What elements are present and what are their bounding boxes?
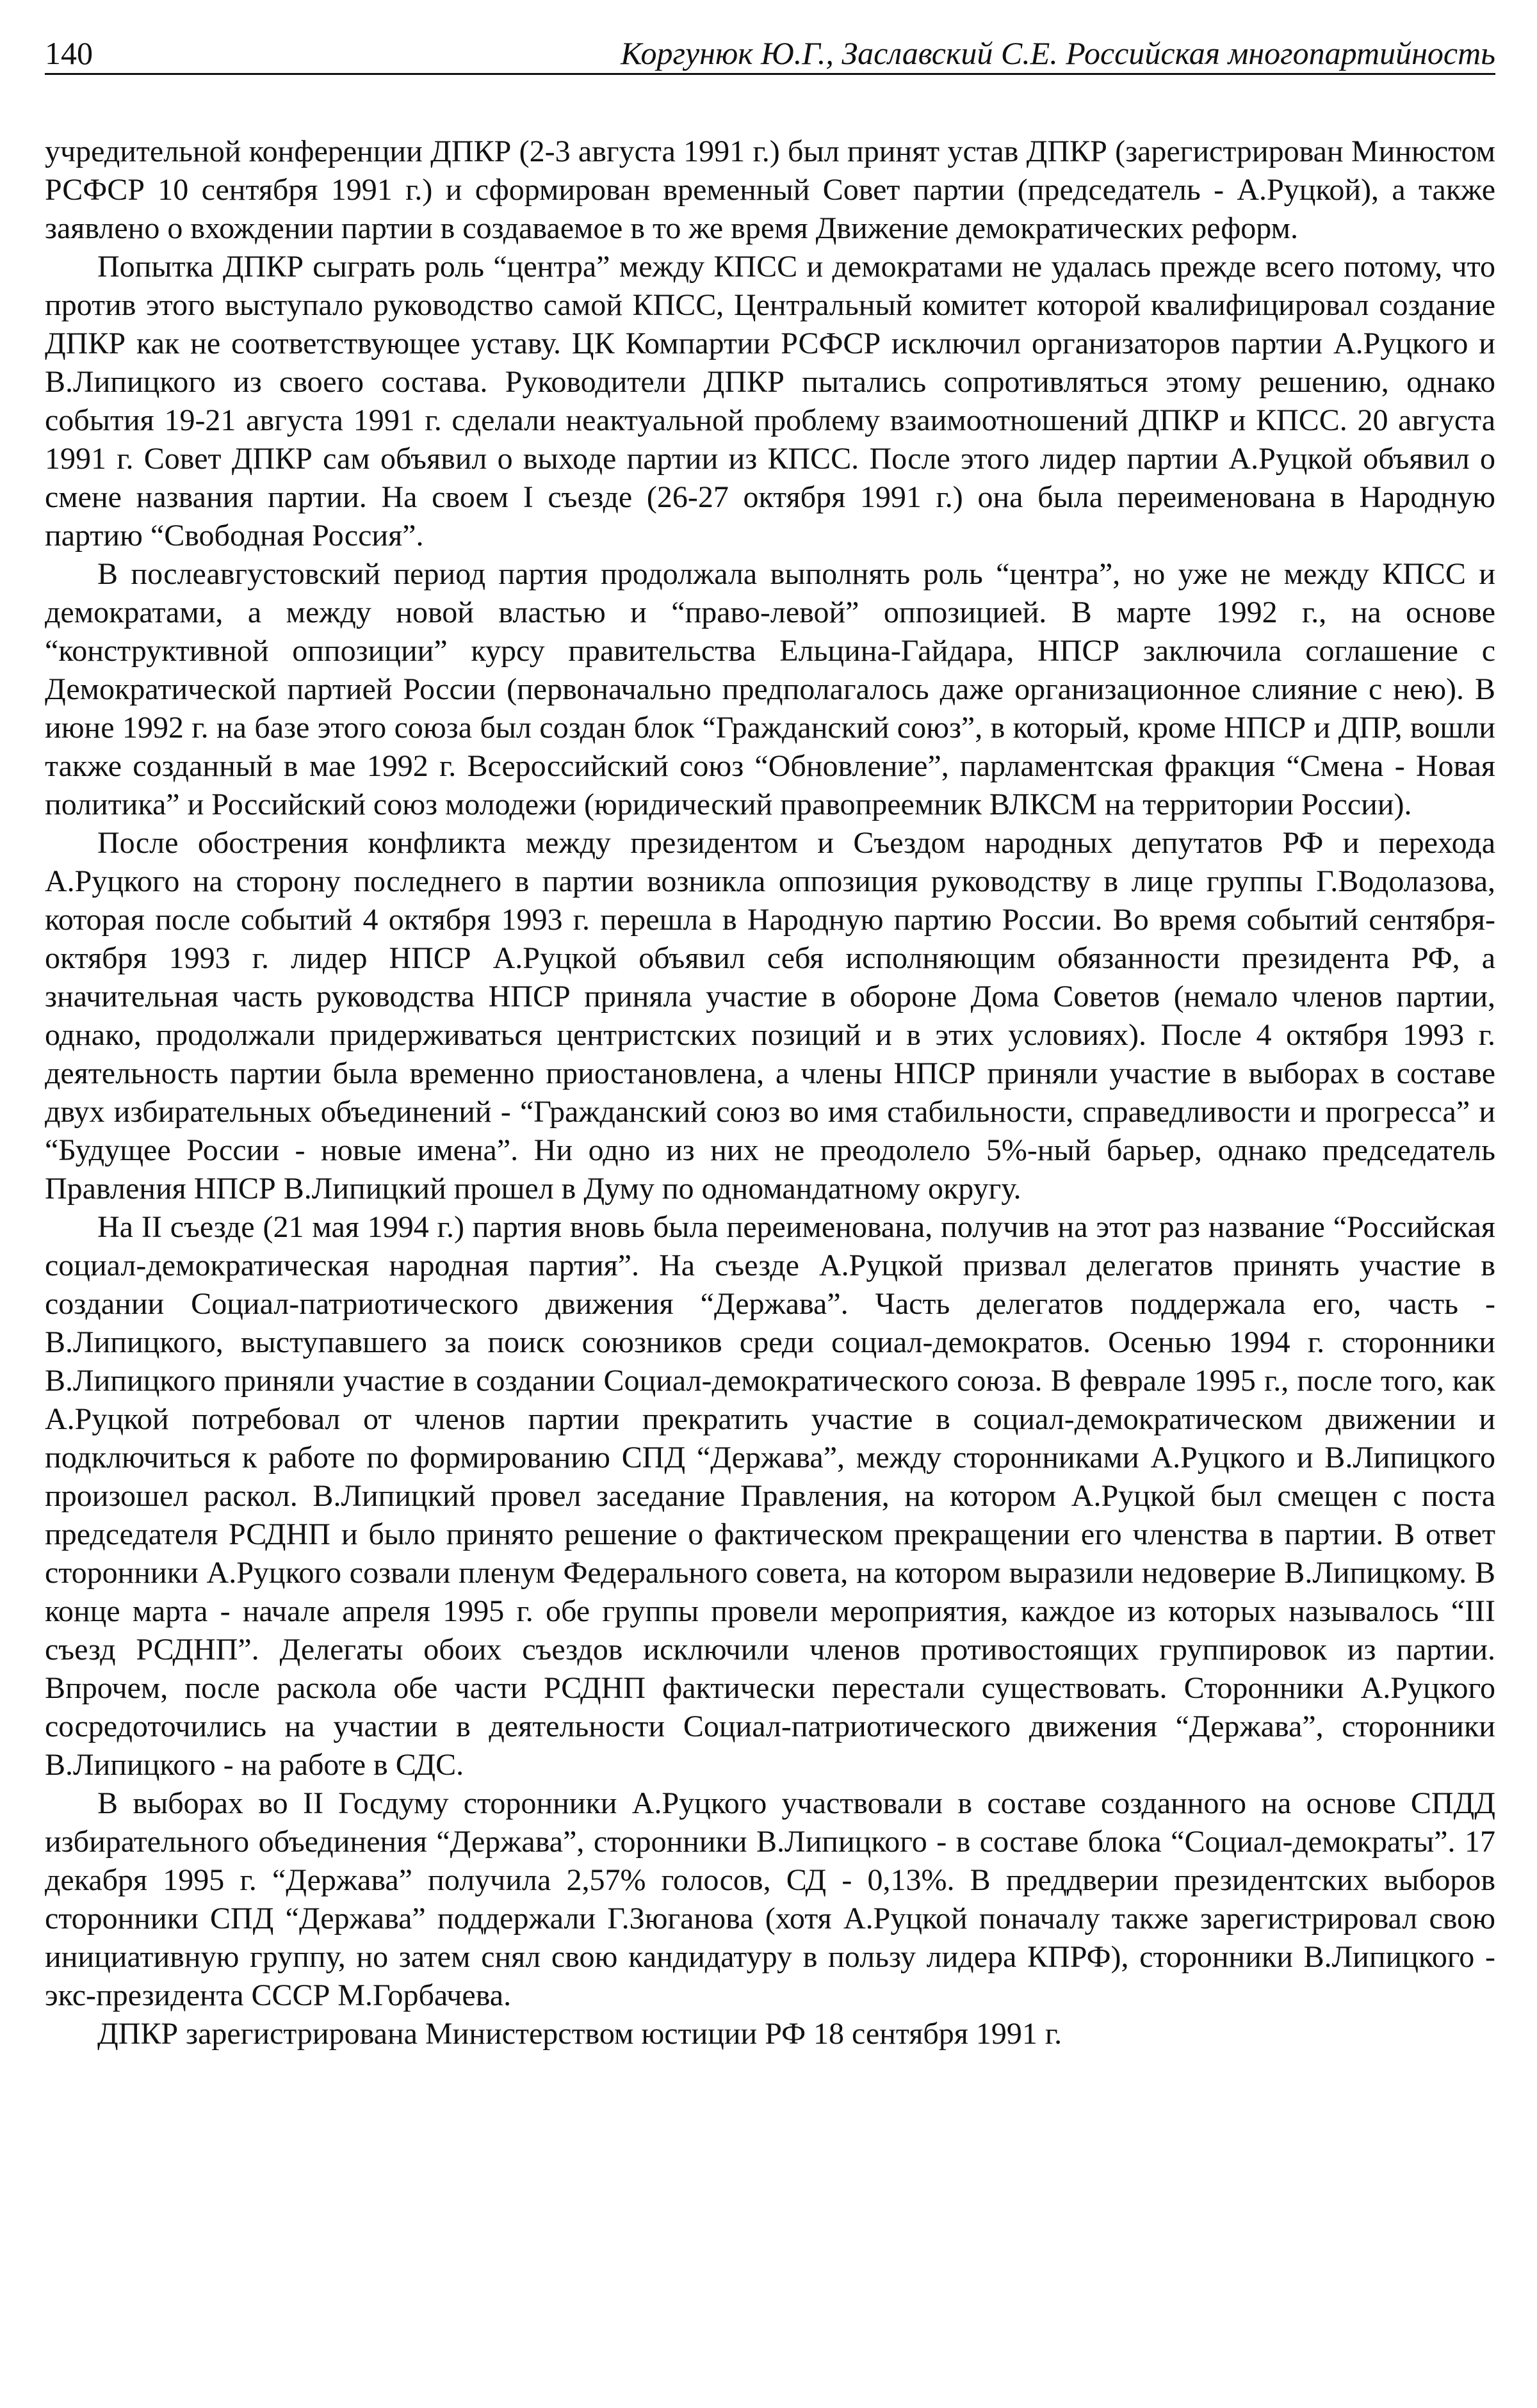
page-number: 140 xyxy=(45,35,93,71)
paragraph: В послеавгустовский период партия продолжала выполнять роль “центра”, но уже не между КПСС и демократами, а между новой властью и “право-левой” оппозицией. В марте 1992 г., на основе “конструктивной оппозиции” курсу правительства Ельцина-Гайдара, НПСР заключила соглашение с Демократической партией России (первоначально предполагалось даже организационное слияние с нею). В июне 1992 г. на базе этого союза был создан блок “Гражданский союз”, в который, кроме НПСР и ДПР, вошли также созданный в мае 1992 г. Всероссийский союз “Обновление”, парламентская фракция “Смена - Новая политика” и Российский союз молодежи (юридический правопреемник ВЛКСМ на территории России). xyxy=(45,557,1495,821)
paragraph-registration: ДПКР зарегистрирована Министерством юстиции РФ 18 сентября 1991 г. xyxy=(97,2017,1062,2051)
paragraph: На II съезде (21 мая 1994 г.) партия вновь была переименована, получив на этот раз название “Российская социал-демократическая народная партия”. На съезде А.Руцкой призвал делегатов принять участие в создании Социал-патриотического движения “Держава”. Часть делегатов поддержала его, часть - В.Липицкого, выступавшего за поиск союзников среди социал-демократов. Осенью 1994 г. сторонники В.Липицкого приняли участие в создании Социал-демократического союза. В феврале 1995 г., после того, как А.Руцкой потребовал от членов партии прекратить участие в социал-демократическом движении и подключиться к работе по формированию СПД “Держава”, между сторонниками А.Руцкого и В.Липицкого произошел раскол. В.Липицкий провел заседание Правления, на котором А.Руцкой был смещен с поста председателя РСДНП и было принято решение о фактическом прекращении его членства в партии. В ответ сторонники А.Руцкого созвали пленум Федерального совета, на котором выразили недоверие В.Липицкому. В конце марта - начале апреля 1995 г. обе группы провели мероприятия, каждое из которых называлось “III съезд РСДНП”. Делегаты обоих съездов исключили членов противостоящих группировок из партии. Впрочем, после раскола обе части РСДНП фактически перестали существовать. Сторонники А.Руцкого сосредоточились на участии в деятельности Социал-патриотического движения “Держава”, сторонники В.Липицкого - на работе в СДС. xyxy=(45,1210,1495,1782)
body-text xyxy=(45,133,1495,2053)
paragraph: Попытка ДПКР сыграть роль “центра” между КПСС и демократами не удалась прежде всего потому, что против этого выступало руководство самой КПСС, Центральный комитет которой квалифицировал создание ДПКР как не соответствующее уставу. ЦК Компартии РСФСР исключил организаторов партии А.Руцкого и В.Липицкого из своего состава. Руководители ДПКР пытались сопротивляться этому решению, однако события 19-21 августа 1991 г. сделали неактуальной проблему взаимоотношений ДПКР и КПСС. 20 августа 1991 г. Совет ДПКР сам объявил о выходе партии из КПСС. После этого лидер партии А.Руцкой объявил о смене названия партии. На своем I съезде (26-27 октября 1991 г.) она была переименована в Народную партию “Свободная Россия”. xyxy=(45,250,1495,553)
paragraph: После обострения конфликта между президентом и Съездом народных депутатов РФ и перехода А.Руцкого на сторону последнего в партии возникла оппозиция руководству в лице группы Г.Водолазова, которая после событий 4 октября 1993 г. перешла в Народную партию России. Во время событий сентября-октября 1993 г. лидер НПСР А.Руцкой объявил себя исполняющим обязанности президента РФ, а значительная часть руководства НПСР приняла участие в обороне Дома Советов (немало членов партии, однако, продолжали придерживаться центристских позиций и в этих условиях). После 4 октября 1993 г. деятельность партии была временно приостановлена, а члены НПСР приняли участие в выборах в составе двух избирательных объединений - “Гражданский союз во имя стабильности, справедливости и прогресса” и “Будущее России - новые имена”. Ни одно из них не преодолело 5%-ный барьер, однако председатель Правления НПСР В.Липицкий прошел в Думу по одномандатному округу. xyxy=(45,826,1495,1206)
running-title: Коргунюк Ю.Г., Заславский С.Е. Российская многопартийность xyxy=(621,35,1495,71)
document-page xyxy=(45,23,1495,2053)
paragraph: В выборах во II Госдуму сторонники А.Руцкого участвовали в составе созданного на основе СПДД избирательного объединения “Держава”, сторонники В.Липицкого - в составе блока “Социал-демократы”. 17 декабря 1995 г. “Держава” получила 2,57% голосов, СД - 0,13%. В преддверии президентских выборов сторонники СПД “Держава” поддержали Г.Зюганова (хотя А.Руцкой поначалу также зарегистрировал свою инициативную группу, но затем снял свою кандидатуру в пользу лидера КПРФ), сторонники В.Липицкого - экс-президента СССР М.Горбачева. xyxy=(45,1786,1495,2012)
paragraph-continuation: учредительной конференции ДПКР (2-3 августа 1991 г.) был принят устав ДПКР (зарегистрирован Минюстом РСФСР 10 сентября 1991 г.) и сформирован временный Совет партии (председатель - А.Руцкой), а также заявлено о вхождении партии в создаваемое в то же время Движение демократических реформ. xyxy=(45,134,1495,245)
running-header xyxy=(45,23,1495,75)
